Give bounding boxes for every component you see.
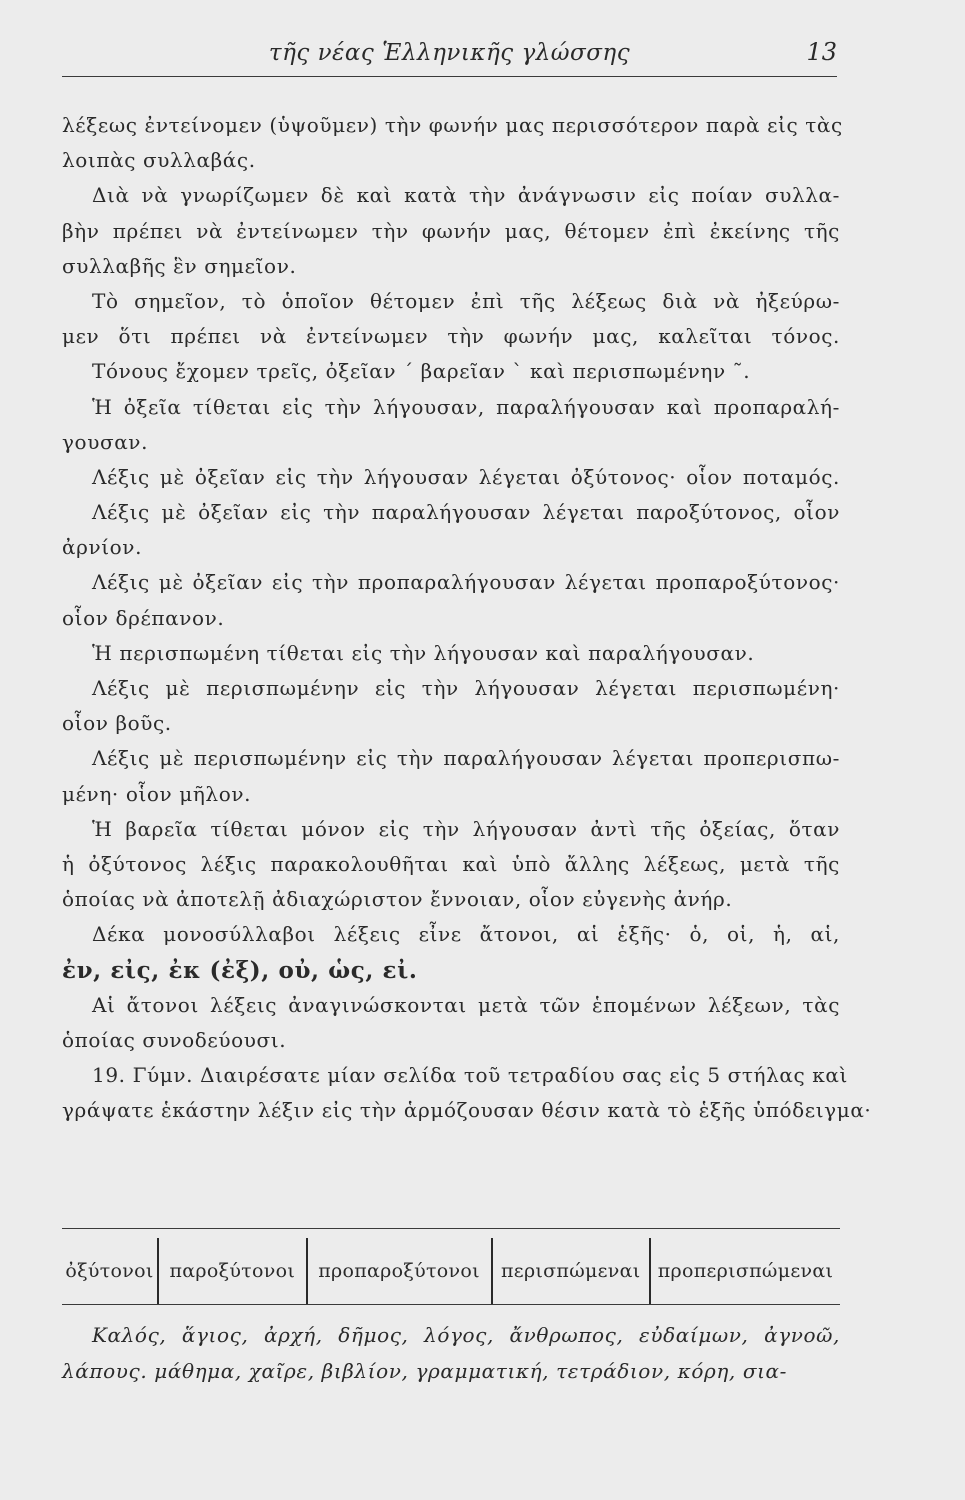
text-line: ἀρνίον.: [62, 535, 143, 560]
running-title: τῆς νέας Ἑλληνικῆς γλώσσης: [268, 40, 631, 66]
text-line: 19. Γύμν. Διαιρέσατε μίαν σελίδα τοῦ τετραδίου σας εἰς 5 στήλας καὶ: [92, 1063, 848, 1088]
text-line: οἷον βοῦς.: [62, 711, 172, 736]
text-line: Λέξις μὲ ὀξεῖαν εἰς τὴν προπαραλήγουσαν λέγεται προπαροξύτονος·: [92, 570, 840, 595]
table-header-cell: προπερισπώμεναι: [649, 1238, 840, 1304]
page-header: [62, 36, 837, 77]
text-line: ὁποίας συνοδεύουσι.: [62, 1027, 287, 1052]
text-line: Διὰ νὰ γνωρίζωμεν δὲ καὶ κατὰ τὴν ἀνάγνωσιν εἰς ποίαν συλλα-: [92, 183, 840, 208]
text-line: Τόνους ἔχομεν τρεῖς, ὀξεῖαν ´ βαρεῖαν ` καὶ περισπωμένην ῀.: [92, 359, 751, 384]
text-line: Λέξις μὲ ὀξεῖαν εἰς τὴν παραλήγουσαν λέγεται παροξύτονος, οἷον: [92, 500, 840, 525]
text-line: μεν ὅτι πρέπει νὰ ἐντείνωμεν τὴν φωνήν μας, καλεῖται τόνος.: [62, 324, 840, 349]
text-line: ἡ ὀξύτονος λέξις παρακολουθῆται καὶ ὑπὸ ἄλλης λέξεως, μετὰ τῆς: [62, 851, 840, 876]
body-text: [62, 108, 872, 1128]
example-words: [62, 1317, 840, 1389]
text-line: Λέξις μὲ περισπωμένην εἰς τὴν παραλήγουσαν λέγεται προπερισπω-: [92, 746, 840, 771]
text-line: Τὸ σημεῖον, τὸ ὁποῖον θέτομεν ἐπὶ τῆς λέξεως διὰ νὰ ἠξεύρω-: [92, 288, 840, 313]
text-line: Ἡ βαρεῖα τίθεται μόνον εἰς τὴν λήγουσαν ἀντὶ τῆς ὀξείας, ὅταν: [92, 816, 840, 841]
text-line: γράψατε ἑκάστην λέξιν εἰς τὴν ἁρμόζουσαν θέσιν κατὰ τὸ ἑξῆς ὑπόδειγμα·: [62, 1098, 872, 1123]
text-line: λέξεως ἐντείνομεν (ὑψοῦμεν) τὴν φωνήν μας περισσότερον παρὰ εἰς τὰς: [62, 113, 843, 137]
text-line: Ἡ περισπωμένη τίθεται εἰς τὴν λήγουσαν καὶ παραλήγουσαν.: [92, 640, 755, 665]
table-header-cell: προπαροξύτονοι: [306, 1238, 491, 1304]
text-line: βὴν πρέπει νὰ ἐντείνωμεν τὴν φωνήν μας, θέτομεν ἐπὶ ἐκείνης τῆς: [62, 218, 840, 243]
table-header-cell: περισπώμεναι: [491, 1238, 649, 1304]
accent-categories-table: [62, 1238, 840, 1305]
example-line: λάπους. μάθημα, χαῖρε, βιβλίον, γραμματική, τετράδιον, κόρη, σια-: [62, 1359, 787, 1383]
page-number: 13: [806, 38, 837, 66]
example-line: Καλός, ἅγιος, ἀρχή, δῆμος, λόγος, ἄνθρωπος, εὐδαίμων, ἀγνοῶ,: [92, 1323, 840, 1347]
text-line: Λέξις μὲ περισπωμένην εἰς τὴν λήγουσαν λέγεται περισπωμένη·: [92, 676, 840, 700]
text-line: Λέξις μὲ ὀξεῖαν εἰς τὴν λήγουσαν λέγεται ὀξύτονος· οἷον ποταμός.: [92, 464, 840, 489]
text-line: ἐν, εἰς, ἐκ (ἐξ), οὐ, ὡς, εἰ.: [62, 956, 418, 984]
table-header-cell: παροξύτονοι: [157, 1238, 305, 1304]
text-line: λοιπὰς συλλαβάς.: [62, 148, 256, 173]
text-line: ὁποίας νὰ ἀποτελῇ ἀδιαχώριστον ἔννοιαν, οἷον εὐγενὴς ἀνήρ.: [62, 887, 733, 912]
text-line: οἷον δρέπανον.: [62, 605, 225, 630]
table-header-cell: ὀξύτονοι: [65, 1260, 154, 1282]
table-top-rule: [62, 1228, 840, 1229]
text-line: μένη· οἷον μῆλον.: [62, 781, 252, 806]
text-line: Αἱ ἄτονοι λέξεις ἀναγινώσκονται μετὰ τῶν ἑπομένων λέξεων, τὰς: [92, 992, 840, 1017]
text-line: συλλαβῆς ἓν σημεῖον.: [62, 253, 297, 278]
text-line: Ἡ ὀξεῖα τίθεται εἰς τὴν λήγουσαν, παραλήγουσαν καὶ προπαραλή-: [92, 394, 840, 419]
text-line: Δέκα μονοσύλλαβοι λέξεις εἶνε ἄτονοι, αἱ ἑξῆς· ὁ, οἱ, ἡ, αἱ,: [92, 922, 840, 947]
text-line: γουσαν.: [62, 429, 149, 454]
